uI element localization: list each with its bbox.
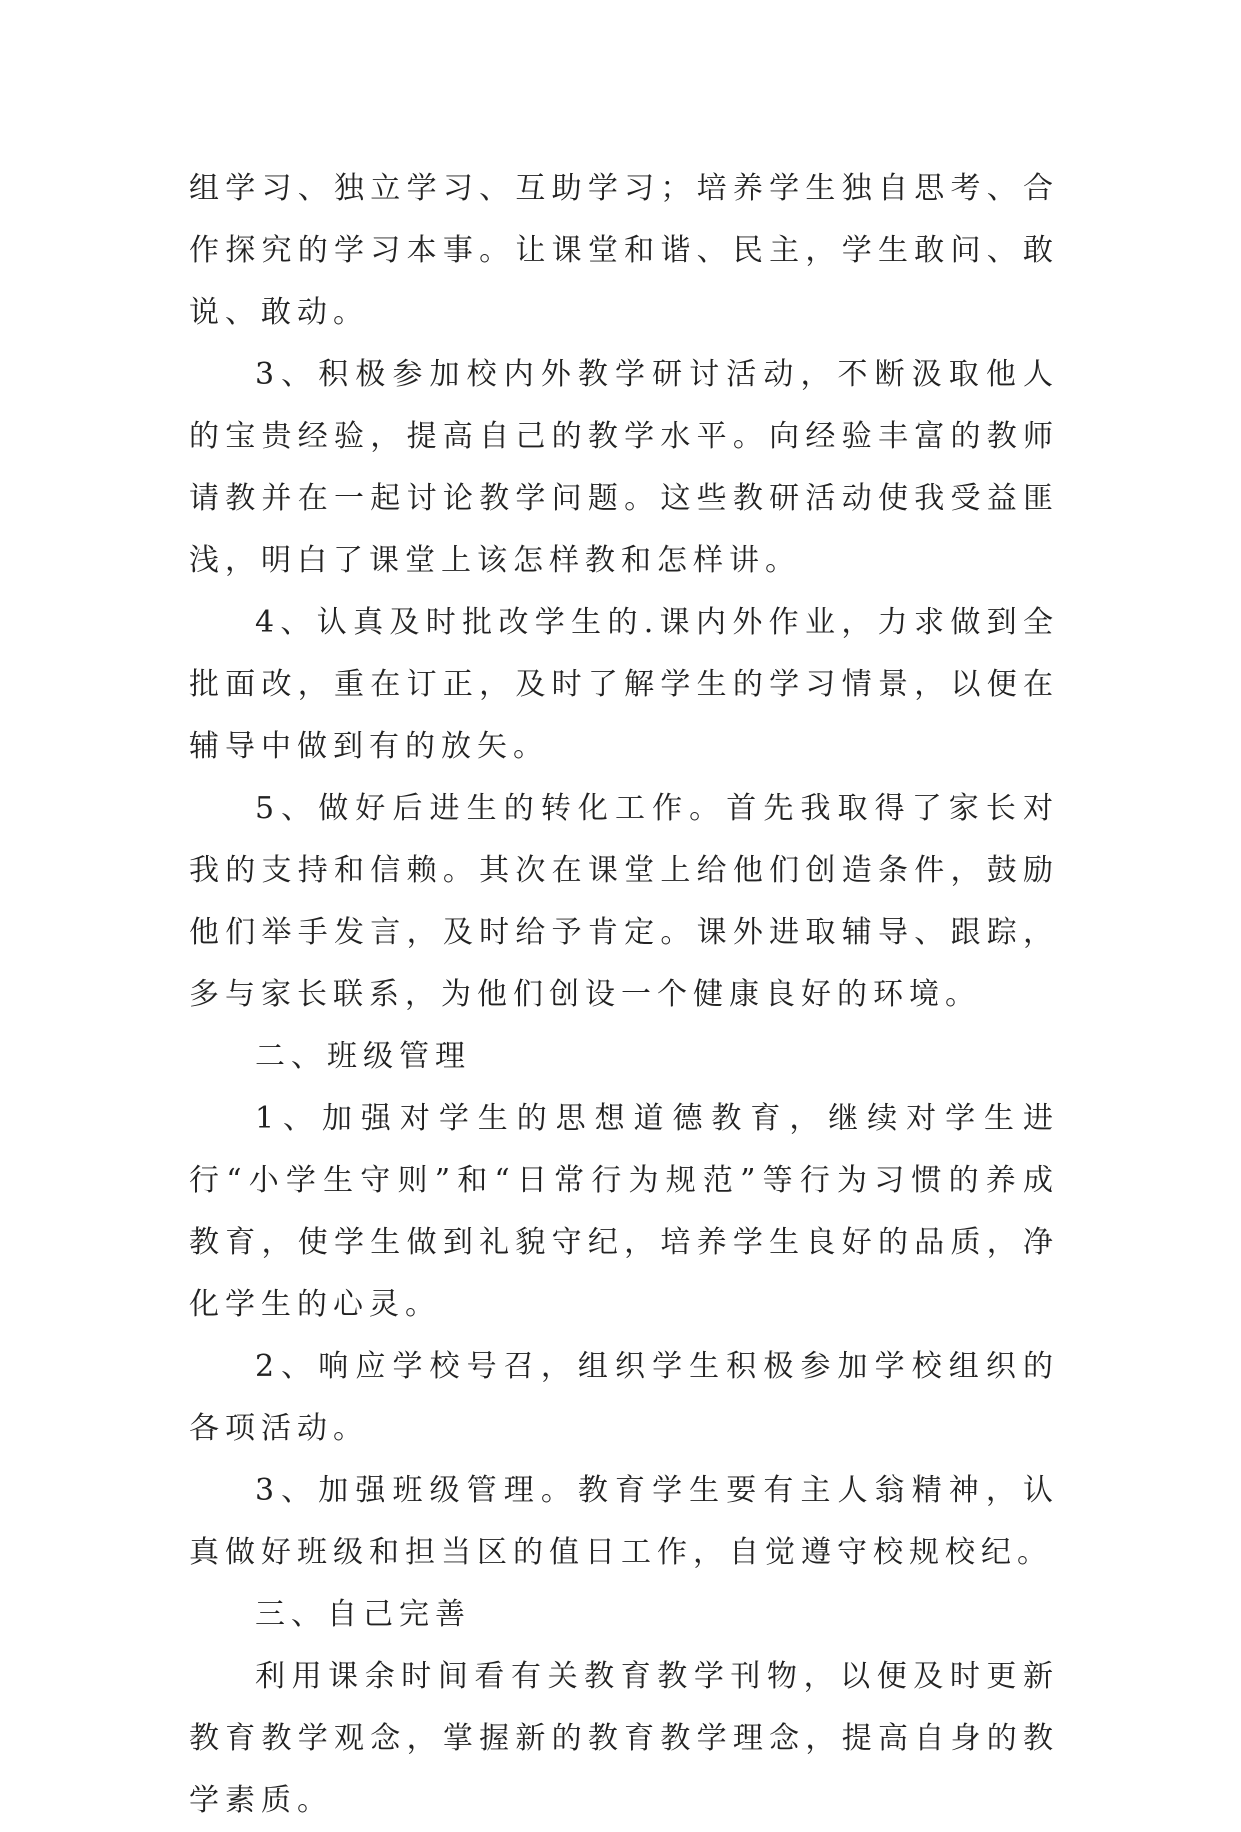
paragraph: 5、做好后进生的转化工作。首先我取得了家长对我的支持和信赖。其次在课堂上给他们创造条件，鼓励他们举手发言，及时给予肯定。课外进取辅导、跟踪，多与家长联系，为他们创设一个健康良好的环境。 — [189, 791, 1059, 1012]
paragraph: 利用课余时间看有关教育教学刊物，以便及时更新教育教学观念，掌握新的教育教学理念，提高自身的教学素质。 — [189, 1659, 1059, 1818]
paragraph: 2、响应学校号召，组织学生积极参加学校组织的各项活动。 — [189, 1349, 1059, 1446]
paragraph: 3、积极参加校内外教学研讨活动，不断汲取他人的宝贵经验，提高自己的教学水平。向经验丰富的教师请教并在一起讨论教学问题。这些教研活动使我受益匪浅，明白了课堂上该怎样教和怎样讲。 — [189, 357, 1059, 578]
paragraph: 1、加强对学生的思想道德教育，继续对学生进行“小学生守则”和“日常行为规范”等行为习惯的养成教育，使学生做到礼貌守纪，培养学生良好的品质，净化学生的心灵。 — [189, 1101, 1059, 1322]
section-heading: 二、班级管理 — [255, 1039, 471, 1074]
paragraph: 组学习、独立学习、互助学习；培养学生独自思考、合作探究的学习本事。让课堂和谐、民主，学生敢问、敢说、敢动。 — [189, 171, 1059, 330]
paragraph: 4、认真及时批改学生的.课内外作业，力求做到全批面改，重在订正，及时了解学生的学习情景，以便在辅导中做到有的放矢。 — [189, 605, 1059, 764]
document-body — [189, 158, 1059, 1832]
paragraph: 3、加强班级管理。教育学生要有主人翁精神，认真做好班级和担当区的值日工作，自觉遵守校规校纪。 — [189, 1473, 1059, 1570]
section-heading: 三、自己完善 — [255, 1597, 471, 1632]
